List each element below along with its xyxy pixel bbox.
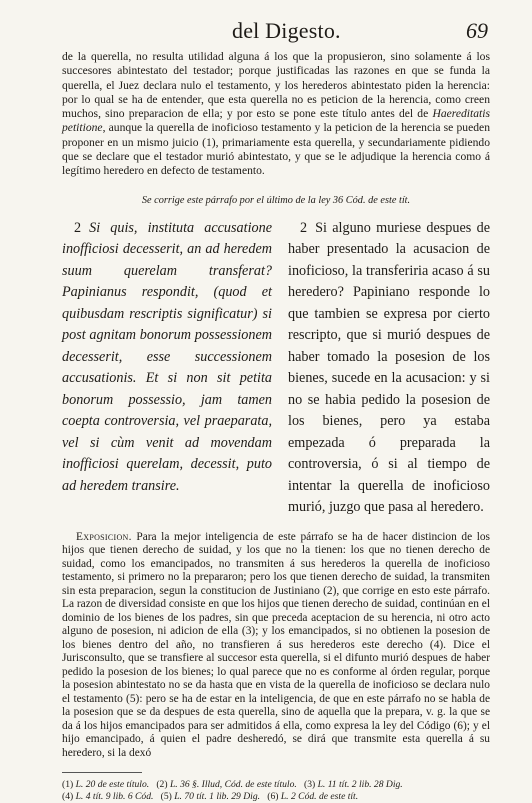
intro-paragraph <box>62 50 490 179</box>
footnote-rule <box>62 772 142 773</box>
footnote-text: L. 11 tít. 2 lib. 28 Dig. <box>317 779 403 791</box>
footnote-ref: (4) <box>62 791 74 803</box>
exposition-text: Para la mejor inteligencia de este párrafo se ha de hacer distincion de los hijos que tienen derecho de suidad, y los que no la tienen: los que no tienen derecho de suidad, como los emancipados, no transmiten á sus herederos la querella de inoficioso testamento, si primero no la prepararon; pero los que tienen derecho de suidad, la transmiten sin esta preparacion, segun la constitucion de Justiniano (2), que corrige en esto este párrafo. La razon de diversidad consiste en que los hijos que tienen derecho de suidad, continúan en el dominio de los bienes de los padres, sin que preceda aceptacion de su herencia, ni otro acto alguno de posesion, ni adicion de ella (3); y los emancipados, si no obtienen la posesion de los bienes dentro del año, no transfieren á sus herederos este derecho (4). Dice el Jurisconsulto, que se transfiere al succesor esta querella, si el difunto murió despues de haber pedido la posesion de los bienes; lo qual parece que no es conforme al órden regular, porque la posesion abintestato no se da hasta que en vista de la querella de inoficioso se declara nulo el testamento (5): pero se ha de estar en la inteligencia, de que en este párrafo no se habla de la posesion que se da despues de esta querella, sino de aquella que la prepara, v. g. la que se da á los hijos emancipados para ser admitidos á ella, como expresa la ley del Código (6); y el hijo emancipado, á quien el padre desheredó, se dirá que transmite esta querella á su heredero, si la dexó <box>62 530 490 759</box>
footnote-text: L. 36 §. Illud, Cód. de este título. <box>169 779 297 791</box>
footnote-text: L. 2 Cód. de este tít. <box>280 791 359 803</box>
footnote-text: L. 20 de este título. <box>75 779 150 791</box>
latin-column <box>62 218 272 519</box>
correction-rubric: Se corrige este párrafo por el último de la ley 36 Cód. de este tít. <box>141 194 411 206</box>
footnote-line <box>62 791 490 803</box>
footnote-ref: (5) <box>160 791 172 803</box>
spanish-text: Si alguno muriese despues de haber presentado la acusacion de inoficioso, la transferiria acaso á su heredero? Papiniano responde lo que tambien se expresa por cierto rescripto, que si murió despues de haber tomado la posesion de los bienes, sucede en la acusacion: y si no se habia pedido la posesion de los bienes, pero ya estaba empezada ó preparada la controversia, ó si al tiempo de intentar la querella de inoficioso murió, juzgo que pasa al heredero. <box>288 219 490 516</box>
footnote-line <box>62 779 490 791</box>
footnote-ref: (1) <box>62 779 74 791</box>
exposition-paragraph <box>62 531 490 761</box>
exposition-heading: Exposicion. <box>76 530 132 543</box>
page-header <box>62 10 490 44</box>
footnote-text: L. 70 tít. 1 lib. 29 Dig. <box>174 791 261 803</box>
parallel-columns <box>62 218 490 519</box>
footnote-text: L. 4 tít. 9 lib. 6 Cód. <box>75 791 154 803</box>
page-number: 69 <box>466 18 488 43</box>
footnote-ref: (2) <box>156 779 168 791</box>
section-number-latin: 2 <box>74 219 82 236</box>
intro-text-end: , aunque la querella de inoficioso testamento y la peticion de la herencia se pueden proponer en un mismo juicio (1), primariamente esta querella, y secundariamente pidiendo que se declare que el testador murió abintestato, y que se le adjudique la herencia como á legítimo heredero en defecto de testamento. <box>62 121 490 178</box>
italic-title-reference: Haereditatis petitione <box>62 107 490 135</box>
footnotes <box>62 779 490 803</box>
spanish-column <box>288 218 490 519</box>
latin-text: Si quis, instituta accusatione inofficiosi decesserit, an ad heredem suum querelam transferat? Papinianus respondit, (quod et quibusdam rescriptis significatur) si post agnitam bonorum possessionem decesserit, esse successionem accusationis. Et si non sit petita bonorum possessio, jam tamen coepta controversia, vel praeparata, vel si cùm venit ad movendam inofficiosi querelam, decessit, puto ad heredem transire. <box>62 219 272 494</box>
footnote-ref: (3) <box>304 779 316 791</box>
section-number-spanish: 2 <box>300 219 308 236</box>
footnote-ref: (6) <box>267 791 279 803</box>
book-page <box>62 10 490 803</box>
intro-text-start: de la querella, no resulta utilidad alguna á los que la propusieron, sino solamente á los succesores abintestato del testador; porque justificadas las razones en que se funda la querella, el Juez declara nulo el testamento, y los herederos abintestato piden la herencia: por lo qual se ha de entender, que esta querella no es peticion de la herencia, como creen muchos, sino preparacion de ella; y por esto se pone este título antes del de <box>62 50 490 121</box>
running-title: del Digesto. <box>232 18 341 43</box>
